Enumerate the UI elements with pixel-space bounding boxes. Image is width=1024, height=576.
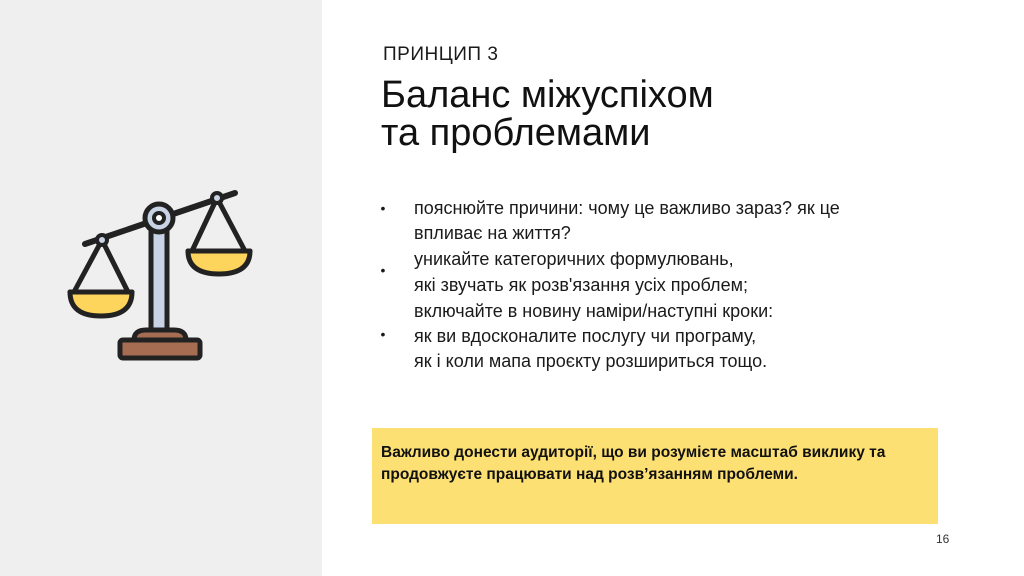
bullet-line: уникайте категоричних формулювань,: [414, 249, 734, 269]
left-panel: [0, 0, 322, 576]
bullet-line: пояснюйте причини: чому це важливо зараз? як це: [414, 198, 840, 218]
bullet-line: які звучать як розв'язання усіх проблем;: [414, 275, 748, 295]
callout-box: [372, 428, 938, 524]
bullet-line: включайте в новину наміри/наступні кроки:: [414, 301, 774, 321]
title-line: Баланс міжуспіхом: [381, 74, 714, 116]
callout-text: Важливо донести аудиторії, що ви розумієте масштаб виклику та продовжуєте працювати над розв’язанням проблеми.: [381, 444, 886, 483]
balance-scale-icon: [60, 180, 270, 390]
slide-title: [381, 76, 981, 152]
bullet-marker: •: [380, 262, 386, 278]
page-number: 16: [936, 532, 950, 546]
principle-label: ПРИНЦИП 3: [383, 44, 499, 65]
bullet-marker: •: [380, 200, 386, 216]
bullet-marker: •: [380, 326, 386, 342]
title-line: та проблемами: [381, 112, 651, 154]
bullet-line: впливає на життя?: [414, 223, 571, 243]
bullet-line: як ви вдосконалите послугу чи програму,: [414, 326, 757, 346]
bullet-line: як і коли мапа проєкту розшириться тощо.: [414, 351, 768, 371]
